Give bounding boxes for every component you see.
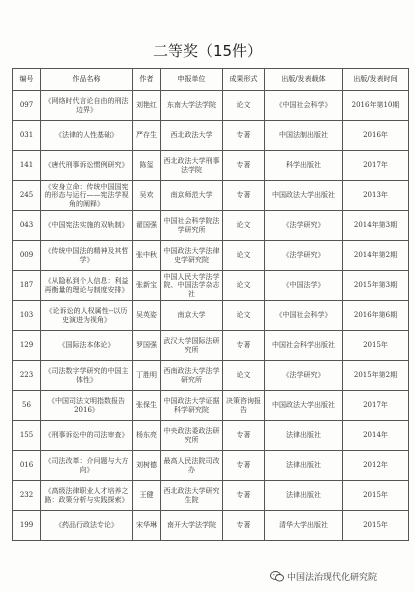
entry-number-cell: 103 [13, 301, 41, 331]
publication-date-cell: 2015年 [343, 331, 409, 361]
awards-table [12, 68, 409, 541]
applicant-unit-cell: 西北政法大学研究生院 [161, 481, 223, 511]
table-row [13, 301, 409, 331]
entry-number-cell: 155 [13, 421, 41, 451]
applicant-unit-cell: 中国政法大学法律史学研究院 [161, 241, 223, 271]
publication-venue-cell: 法律出版社 [265, 481, 343, 511]
result-form-cell: 论文 [223, 301, 265, 331]
entry-number-cell: 245 [13, 181, 41, 211]
publication-venue-cell: 《中国社会科学》 [265, 301, 343, 331]
applicant-unit-cell: 西北政法大学刑事法学院 [161, 151, 223, 181]
entry-number-cell: 141 [13, 151, 41, 181]
publication-venue-cell: 《法学研究》 [265, 241, 343, 271]
result-form-cell: 专著 [223, 451, 265, 481]
result-form-cell: 决策咨询报告 [223, 391, 265, 421]
work-title-cell: 《传统中国法的精神及其哲学》 [41, 241, 133, 271]
author-cell: 张保生 [133, 391, 161, 421]
table-row [13, 361, 409, 391]
publication-date-cell: 2013年 [343, 181, 409, 211]
publication-venue-cell: 中国政法大学出版社 [265, 181, 343, 211]
publication-venue-cell: 清华大学出版社 [265, 511, 343, 541]
publication-venue-cell: 科学出版社 [265, 151, 343, 181]
table-row [13, 151, 409, 181]
applicant-unit-cell: 南京师范大学 [161, 181, 223, 211]
applicant-unit-cell: 东南大学法学院 [161, 91, 223, 121]
result-form-cell: 论文 [223, 91, 265, 121]
table-row [13, 271, 409, 301]
work-title-cell: 《高级法律职业人才培养之路：政策分析与实践探索》 [41, 481, 133, 511]
publication-date-cell: 2017年 [343, 391, 409, 421]
entry-number-cell: 223 [13, 361, 41, 391]
work-title-cell: 《司法数字学研究的中国主体性》 [41, 361, 133, 391]
table-row [13, 181, 409, 211]
result-form-cell: 论文 [223, 271, 265, 301]
column-header: 编号 [13, 69, 41, 91]
author-cell: 陈玺 [133, 151, 161, 181]
author-cell: 严存生 [133, 121, 161, 151]
publication-venue-cell: 法律出版社 [265, 451, 343, 481]
work-title-cell: 《论诉讼的人权属性--以历史演进为视角》 [41, 301, 133, 331]
work-title-cell: 《中国宪法实施的双轨制》 [41, 211, 133, 241]
result-form-cell: 论文 [223, 211, 265, 241]
entry-number-cell: 56 [13, 391, 41, 421]
result-form-cell: 专著 [223, 121, 265, 151]
column-header: 出版/发表载体 [265, 69, 343, 91]
work-title-cell: 《刑事诉讼中的司法审查》 [41, 421, 133, 451]
table-row [13, 511, 409, 541]
entry-number-cell: 129 [13, 331, 41, 361]
result-form-cell: 专著 [223, 151, 265, 181]
publication-date-cell: 2015年 [343, 511, 409, 541]
author-cell: 吴英姿 [133, 301, 161, 331]
publication-date-cell: 2015年 [343, 481, 409, 511]
work-title-cell: 《中国司法文明指数报告2016》 [41, 391, 133, 421]
work-title-cell: 《司法改革：介问题与大方向》 [41, 451, 133, 481]
work-title-cell: 《国际法本体论》 [41, 331, 133, 361]
publication-date-cell: 2017年 [343, 151, 409, 181]
table-row [13, 211, 409, 241]
table-row [13, 481, 409, 511]
table-row [13, 421, 409, 451]
entry-number-cell: 199 [13, 511, 41, 541]
publication-date-cell: 2015年第3期 [343, 271, 409, 301]
result-form-cell: 论文 [223, 361, 265, 391]
author-cell: 吴欢 [133, 181, 161, 211]
applicant-unit-cell: 中国社会科学院法学研究所 [161, 211, 223, 241]
publication-date-cell: 2012年 [343, 451, 409, 481]
work-title-cell: 《网络时代言论自由的刑法边界》 [41, 91, 133, 121]
publication-date-cell: 2014年第3期 [343, 211, 409, 241]
column-header: 申报单位 [161, 69, 223, 91]
column-header: 出版/发表时间 [343, 69, 409, 91]
author-cell: 宋华琳 [133, 511, 161, 541]
result-form-cell: 专著 [223, 331, 265, 361]
table-row [13, 391, 409, 421]
entry-number-cell: 043 [13, 211, 41, 241]
publication-date-cell: 2014年第2期 [343, 241, 409, 271]
result-form-cell: 专著 [223, 421, 265, 451]
table-header-row [13, 69, 409, 91]
publication-venue-cell: 《法学研究》 [265, 361, 343, 391]
table-row [13, 451, 409, 481]
applicant-unit-cell: 南京大学 [161, 301, 223, 331]
column-header: 作者 [133, 69, 161, 91]
publication-venue-cell: 中国法制出版社 [265, 121, 343, 151]
publication-date-cell: 2014年 [343, 421, 409, 451]
author-cell: 张新宝 [133, 271, 161, 301]
applicant-unit-cell: 南开大学法学院 [161, 511, 223, 541]
author-cell: 杨东亮 [133, 421, 161, 451]
column-header: 成果形式 [223, 69, 265, 91]
watermark-text: 中国法治现代化研究院 [287, 573, 378, 583]
publication-venue-cell: 《中国社会科学》 [265, 91, 343, 121]
entry-number-cell: 009 [13, 241, 41, 271]
publication-venue-cell: 法律出版社 [265, 421, 343, 451]
publication-date-cell: 2016年 [343, 121, 409, 151]
applicant-unit-cell: 中国政法大学证据科学研究院 [161, 391, 223, 421]
publication-venue-cell: 《中国法学》 [265, 271, 343, 301]
publication-date-cell: 2016年第10期 [343, 91, 409, 121]
applicant-unit-cell: 中国人民大学法学院、中国法学杂志社 [161, 271, 223, 301]
applicant-unit-cell: 西南政法大学法学研究所 [161, 361, 223, 391]
author-cell: 张中秋 [133, 241, 161, 271]
result-form-cell: 论文 [223, 241, 265, 271]
applicant-unit-cell: 最高人民法院司改办 [161, 451, 223, 481]
author-cell: 刘树德 [133, 451, 161, 481]
entry-number-cell: 097 [13, 91, 41, 121]
publication-date-cell: 2015年第2期 [343, 361, 409, 391]
result-form-cell: 专著 [223, 481, 265, 511]
table-row [13, 121, 409, 151]
result-form-cell: 专著 [223, 181, 265, 211]
publication-venue-cell: 中国政法大学出版社 [265, 391, 343, 421]
entry-number-cell: 187 [13, 271, 41, 301]
publication-venue-cell: 中国社会科学出版社 [265, 331, 343, 361]
entry-number-cell: 031 [13, 121, 41, 151]
author-cell: 罗国强 [133, 331, 161, 361]
work-title-cell: 《从隐私到个人信息：利益再衡量的理论与制度安排》 [41, 271, 133, 301]
publication-date-cell: 2016年第6期 [343, 301, 409, 331]
page-title: 二等奖（15件） [152, 42, 263, 60]
work-title-cell: 《法律的人性基础》 [41, 121, 133, 151]
column-header: 作品名称 [41, 69, 133, 91]
author-cell: 刘艳红 [133, 91, 161, 121]
work-title-cell: 《药品行政法专论》 [41, 511, 133, 541]
table-row [13, 91, 409, 121]
work-title-cell: 《唐代刑事诉讼惯例研究》 [41, 151, 133, 181]
applicant-unit-cell: 武汉大学国际法研究所 [161, 331, 223, 361]
entry-number-cell: 016 [13, 451, 41, 481]
publication-venue-cell: 《法学研究》 [265, 211, 343, 241]
entry-number-cell: 232 [13, 481, 41, 511]
author-cell: 丁胜明 [133, 361, 161, 391]
source-watermark [270, 570, 377, 583]
wechat-icon [270, 571, 284, 582]
applicant-unit-cell: 中央政法委政法研究所 [161, 421, 223, 451]
work-title-cell: 《安身立命：传统中国国宪的形态与运行——宪法学视角的阐释》 [41, 181, 133, 211]
applicant-unit-cell: 西北政法大学 [161, 121, 223, 151]
author-cell: 王健 [133, 481, 161, 511]
table-row [13, 331, 409, 361]
table-row [13, 241, 409, 271]
author-cell: 翟国强 [133, 211, 161, 241]
result-form-cell: 专著 [223, 511, 265, 541]
